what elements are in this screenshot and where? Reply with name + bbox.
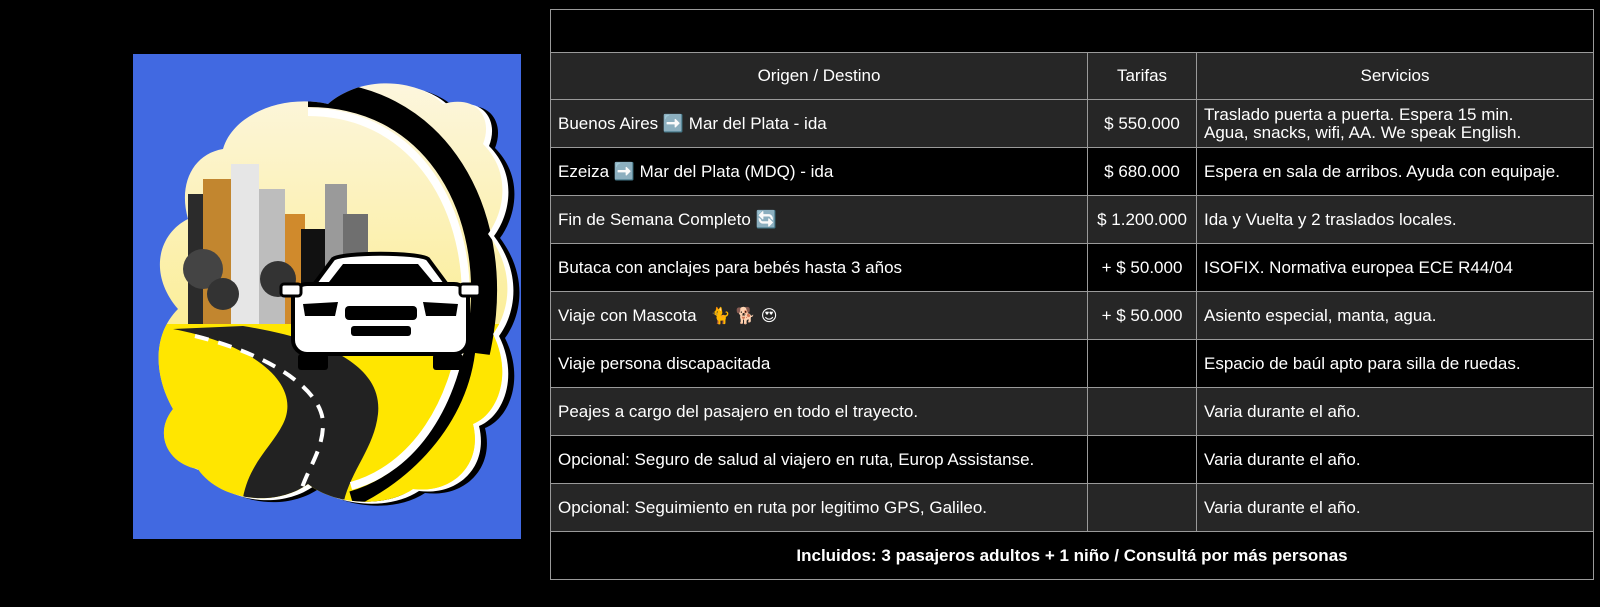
- service-cell: Asiento especial, manta, agua.: [1197, 292, 1594, 340]
- route-cell: Fin de Semana Completo 🔄: [551, 196, 1088, 244]
- service-cell: Espacio de baúl apto para silla de ruedas.: [1197, 340, 1594, 388]
- price-cell: [1088, 388, 1197, 436]
- route-cell: Ezeiza ➡️ Mar del Plata (MDQ) - ida: [551, 148, 1088, 196]
- header-rates: Tarifas: [1088, 53, 1197, 100]
- table-row: [551, 148, 1594, 196]
- service-cell: Varia durante el año.: [1197, 388, 1594, 436]
- price-cell: [1088, 340, 1197, 388]
- rates-table: [550, 9, 1594, 580]
- table-footer-row: [551, 532, 1594, 580]
- table-row: [551, 388, 1594, 436]
- table-row: [551, 100, 1594, 148]
- footer-note: Incluidos: 3 pasajeros adultos + 1 niño / Consultá por más personas: [551, 532, 1594, 580]
- route-cell: Buenos Aires ➡️ Mar del Plata - ida: [551, 100, 1088, 148]
- price-cell: + $ 50.000: [1088, 292, 1197, 340]
- price-cell: [1088, 484, 1197, 532]
- price-cell: $ 1.200.000: [1088, 196, 1197, 244]
- header-route: Origen / Destino: [551, 53, 1088, 100]
- logo-panel: [133, 54, 521, 539]
- service-line: Traslado puerta a puerta. Espera 15 min.: [1204, 104, 1514, 124]
- service-line: Agua, snacks, wifi, AA. We speak English.: [1204, 122, 1522, 142]
- table-top-blank-row: [551, 10, 1594, 53]
- route-label: Viaje con Mascota: [558, 305, 697, 325]
- pet-emoji-icons: 🐈 🐕 😍: [710, 305, 778, 325]
- table-row: [551, 244, 1594, 292]
- table-top-blank-cell: [551, 10, 1594, 53]
- price-cell: $ 680.000: [1088, 148, 1197, 196]
- table-row: [551, 292, 1594, 340]
- table-row: [551, 436, 1594, 484]
- service-cell: Varia durante el año.: [1197, 484, 1594, 532]
- service-cell: Ida y Vuelta y 2 traslados locales.: [1197, 196, 1594, 244]
- table-row: [551, 196, 1594, 244]
- car-road-city-icon: [133, 54, 521, 539]
- service-cell: ISOFIX. Normativa europea ECE R44/04: [1197, 244, 1594, 292]
- route-cell: Opcional: Seguimiento en ruta por legitimo GPS, Galileo.: [551, 484, 1088, 532]
- route-cell: Peajes a cargo del pasajero en todo el trayecto.: [551, 388, 1088, 436]
- price-cell: [1088, 436, 1197, 484]
- table-row: [551, 484, 1594, 532]
- route-cell: Viaje persona discapacitada: [551, 340, 1088, 388]
- table-row: [551, 340, 1594, 388]
- route-cell: Butaca con anclajes para bebés hasta 3 años: [551, 244, 1088, 292]
- header-services: Servicios: [1197, 53, 1594, 100]
- service-cell: [1197, 100, 1594, 148]
- route-cell: [551, 292, 1088, 340]
- price-cell: + $ 50.000: [1088, 244, 1197, 292]
- service-cell: Varia durante el año.: [1197, 436, 1594, 484]
- table-header-row: [551, 53, 1594, 100]
- service-cell: Espera en sala de arribos. Ayuda con equipaje.: [1197, 148, 1594, 196]
- price-cell: $ 550.000: [1088, 100, 1197, 148]
- route-cell: Opcional: Seguro de salud al viajero en ruta, Europ Assistanse.: [551, 436, 1088, 484]
